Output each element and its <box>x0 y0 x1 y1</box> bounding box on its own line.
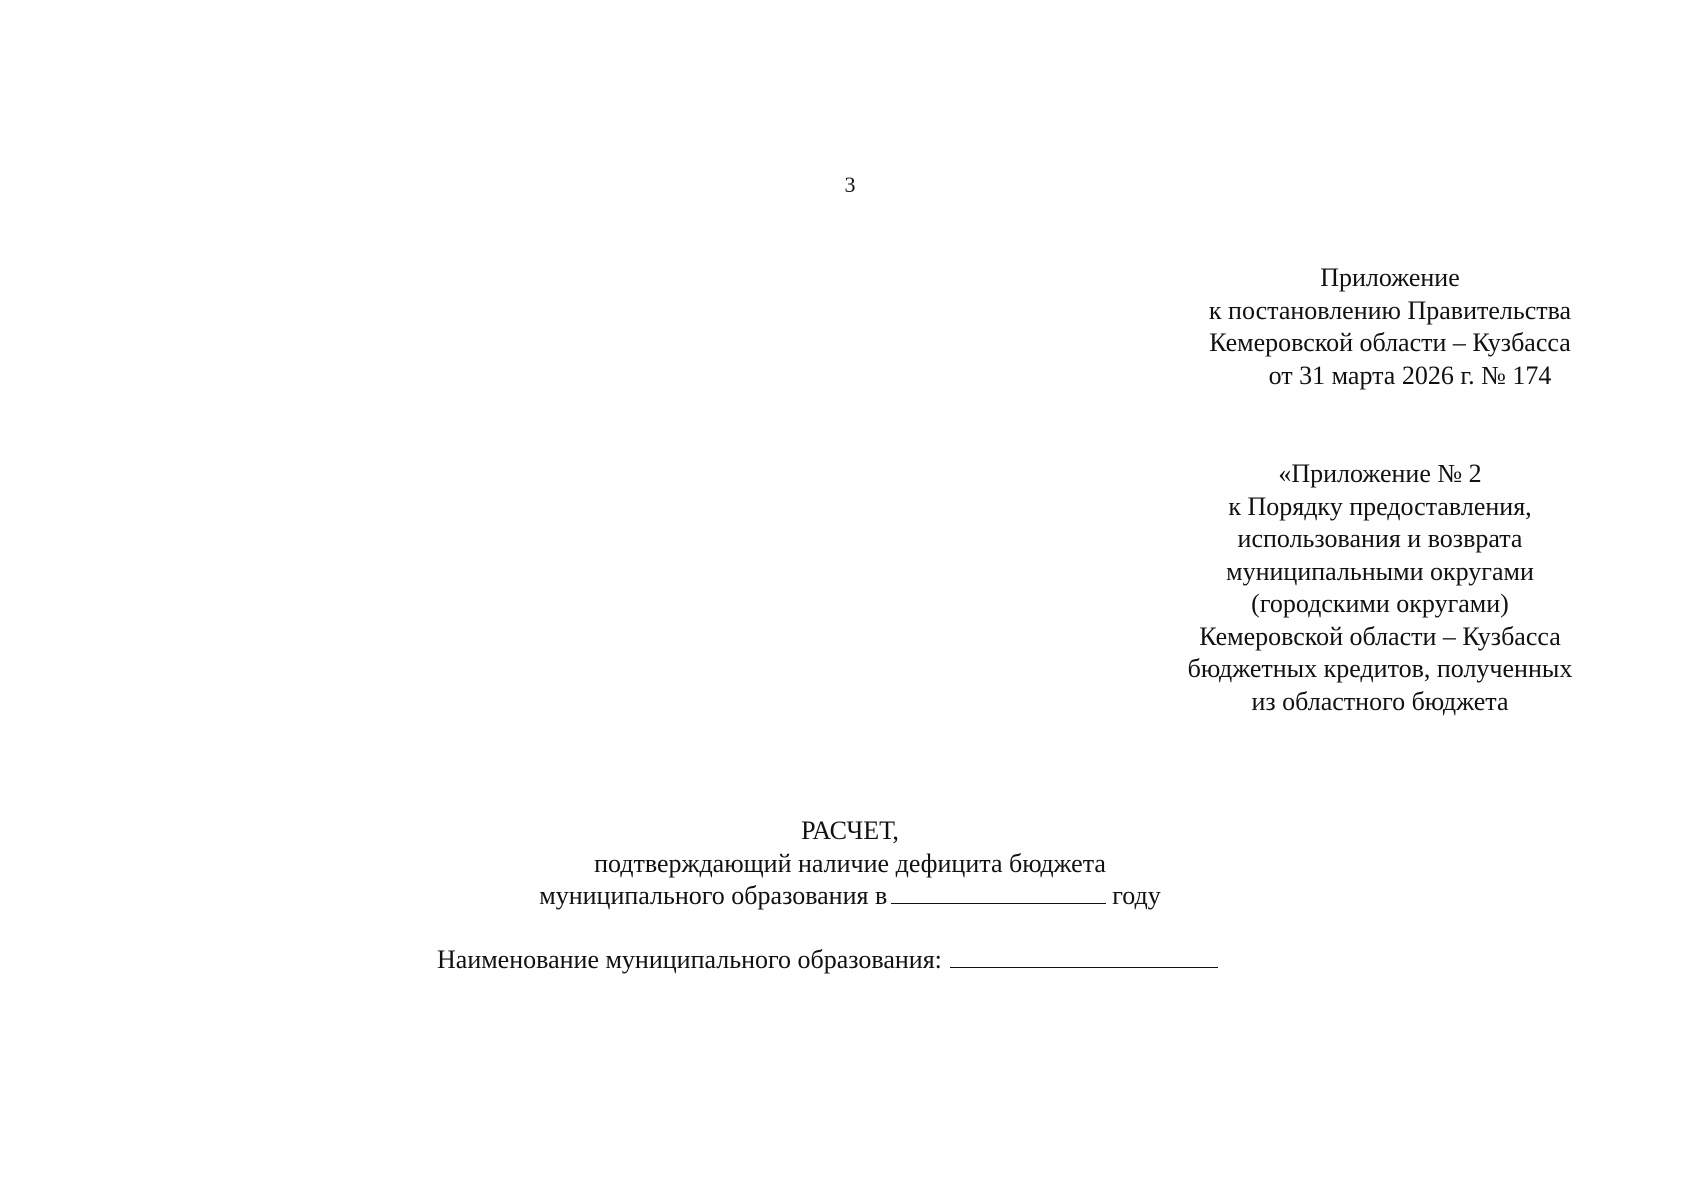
document-title-block <box>450 815 1250 913</box>
municipality-name-blank-field[interactable] <box>950 945 1218 968</box>
year-line-suffix: году <box>1112 881 1161 910</box>
appendix-2-line: «Приложение № 2 <box>1278 459 1482 488</box>
appendix-2-header <box>1150 458 1610 718</box>
municipality-name-row <box>437 944 1218 977</box>
document-title: РАСЧЕТ, <box>801 816 899 845</box>
appendix-2-line: бюджетных кредитов, полученных <box>1187 654 1573 683</box>
appendix-2-line: Кемеровской области – Кузбасса <box>1199 621 1561 651</box>
municipality-name-label: Наименование муниципального образования: <box>437 945 942 974</box>
year-line-prefix: муниципального образования в <box>539 881 888 910</box>
appendix-2-line: (городскими округами) <box>1251 589 1509 618</box>
appendix-date-number: от 31 марта 2026 г. № 174 <box>1268 360 1552 390</box>
year-blank-field[interactable] <box>891 881 1106 904</box>
appendix-title: Приложение <box>1320 263 1460 292</box>
appendix-region: Кемеровской области – Кузбасса <box>1209 328 1571 357</box>
document-subtitle: подтверждающий наличие дефицита бюджета <box>594 848 1106 878</box>
appendix-2-line: из областного бюджета <box>1251 686 1509 716</box>
appendix-reference: к постановлению Правительства <box>1208 295 1572 325</box>
appendix-2-line: муниципальными округами <box>1226 556 1534 586</box>
appendix-2-line: к Порядку предоставления, <box>1228 491 1532 521</box>
page-number: 3 <box>844 172 856 197</box>
appendix-2-line: использования и возврата <box>1237 524 1523 553</box>
document-year-line <box>450 880 1250 913</box>
appendix-header <box>1170 262 1610 392</box>
